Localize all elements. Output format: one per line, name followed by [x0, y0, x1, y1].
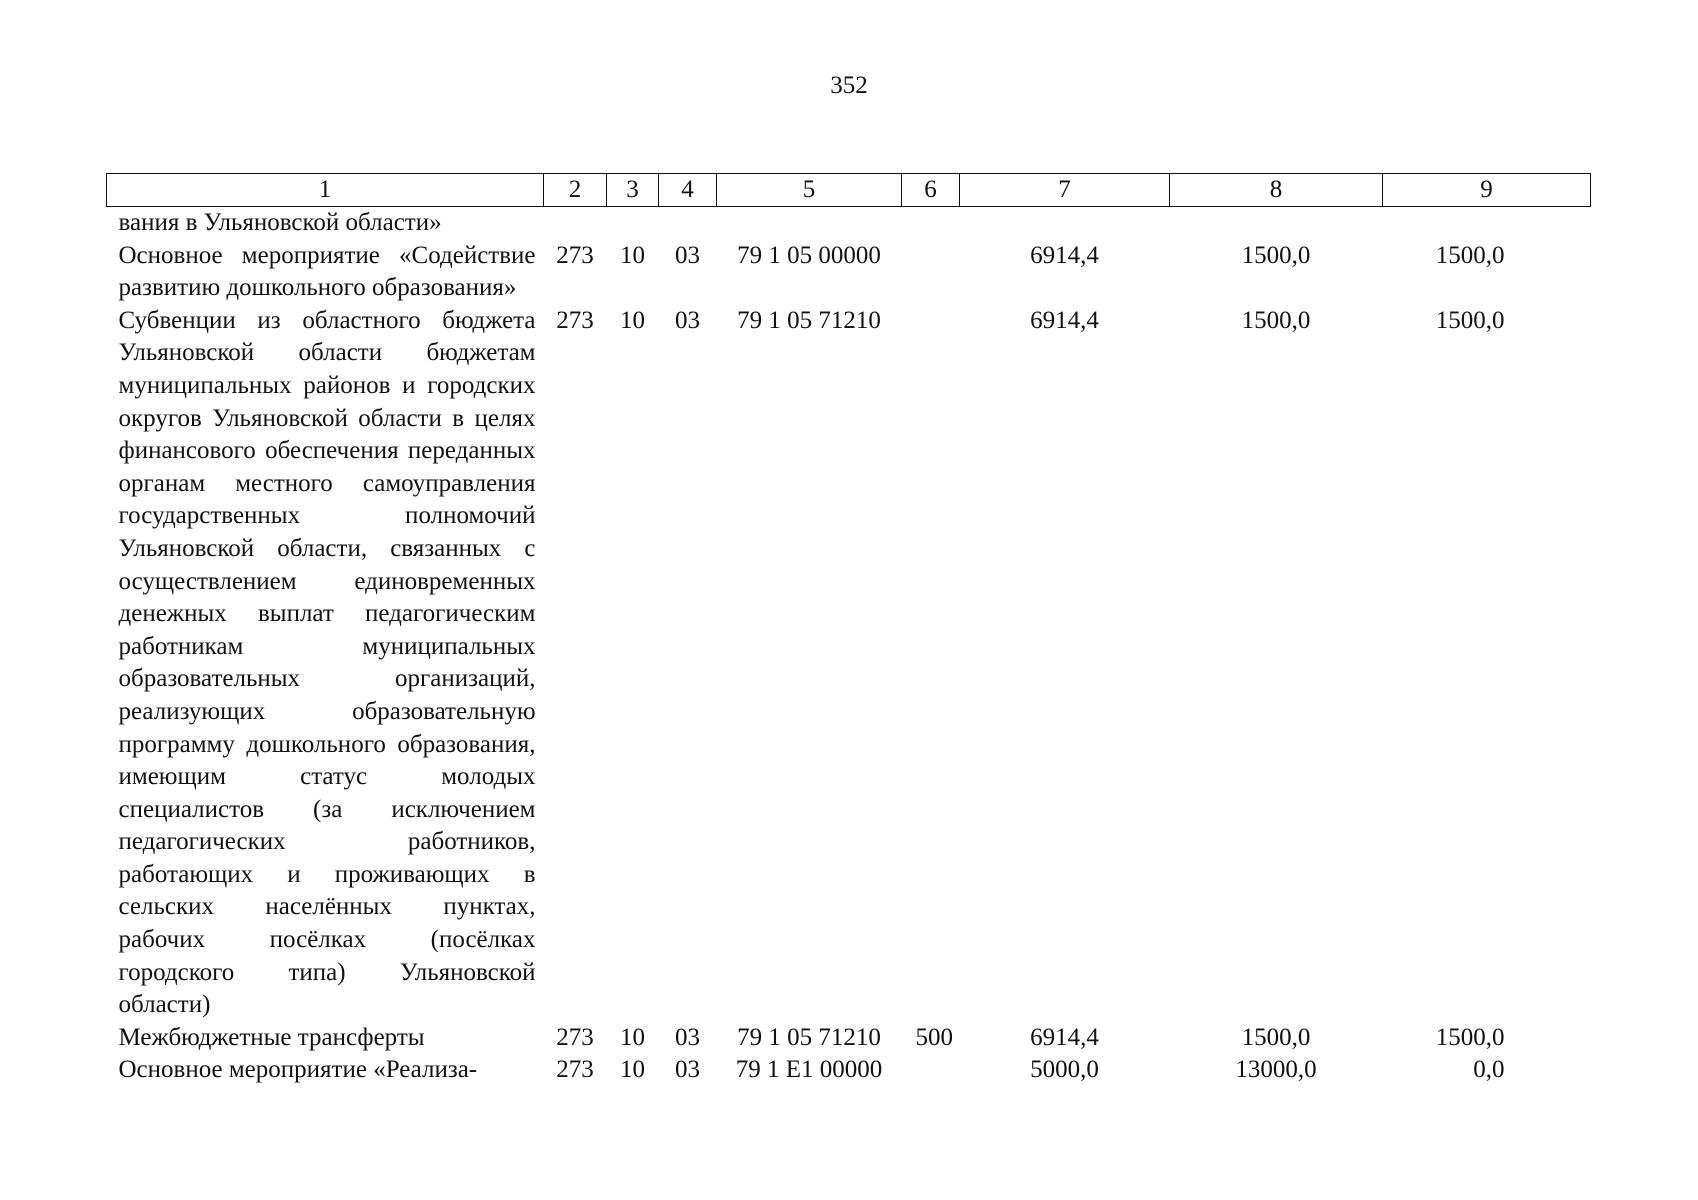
header-col-4: 4	[659, 174, 717, 207]
header-col-1: 1	[107, 174, 544, 207]
row-name: Основное мероприятие «Содействие развитию дошкольного образования»	[118, 241, 536, 302]
row-ministry-code: 273	[556, 1023, 594, 1051]
row-amount-9	[1383, 207, 1591, 240]
row-target-article	[717, 207, 902, 240]
row-amount-8: 1500,0	[1241, 241, 1311, 269]
row-section-code: 10	[620, 241, 645, 269]
row-section-code	[607, 207, 659, 240]
row-name: Межбюджетные трансферты	[118, 1023, 425, 1051]
row-section-code: 10	[620, 1056, 645, 1084]
header-col-7: 7	[960, 174, 1170, 207]
row-target-article: 79 1 05 71210	[737, 1023, 881, 1051]
page-number: 352	[830, 72, 868, 99]
header-row	[107, 174, 1591, 207]
row-name: Основное мероприятие «Реализа-	[118, 1056, 478, 1084]
row-expense-type	[902, 207, 960, 240]
row-ministry-code: 273	[556, 1056, 594, 1084]
row-target-article: 79 1 E1 00000	[735, 1056, 883, 1084]
row-subsection-code: 03	[675, 1056, 700, 1084]
table-row	[107, 1022, 1591, 1055]
row-name: Субвенции из областного бюджета Ульяновской области бюджетам муниципальных районов и городских округов Ульяновской области в целях финансового обеспечения переданных органам местного самоуправления государственных полномочий Ульяновской области, связанных с осуществлением единовременных денежных выплат педагогическим работникам муниципальных образовательных организаций, реализующих образовательную программу дошкольного образования, имеющим статус молодых специалистов (за исключением педагогических работников, работающих и проживающих в сельских населённых пунктах, рабочих посёлках (посёлках городского типа) Ульяновской области)	[118, 306, 536, 1019]
row-expense-type	[902, 1054, 960, 1087]
row-section-code: 10	[620, 1023, 645, 1051]
row-subsection-code: 03	[675, 241, 700, 269]
row-amount-9: 1500,0	[1435, 306, 1505, 334]
header-col-2: 2	[544, 174, 607, 207]
table-body	[107, 207, 1591, 1088]
row-amount-7: 5000,0	[1030, 1056, 1099, 1084]
row-amount-9: 1500,0	[1435, 241, 1505, 269]
row-target-article: 79 1 05 00000	[737, 241, 881, 269]
header-col-3: 3	[607, 174, 659, 207]
row-target-article: 79 1 05 71210	[737, 306, 881, 334]
row-amount-8: 13000,0	[1235, 1056, 1317, 1084]
header-col-8: 8	[1170, 174, 1383, 207]
table-row	[107, 207, 1591, 240]
header-col-5: 5	[717, 174, 902, 207]
header-col-9: 9	[1383, 174, 1591, 207]
row-expense-type	[902, 240, 960, 305]
row-subsection-code	[659, 207, 717, 240]
table-row	[107, 305, 1591, 1022]
row-amount-9: 0,0	[1473, 1056, 1505, 1084]
table-row	[107, 240, 1591, 305]
row-amount-8: 1500,0	[1241, 1023, 1311, 1051]
row-amount-7: 6914,4	[1030, 241, 1099, 269]
row-amount-7: 6914,4	[1030, 1023, 1099, 1051]
row-ministry-code: 273	[556, 241, 594, 269]
budget-table	[106, 173, 1591, 1087]
row-name: вания в Ульяновской области»	[118, 209, 442, 236]
row-amount-8: 1500,0	[1241, 306, 1311, 334]
header-col-6: 6	[902, 174, 960, 207]
row-ministry-code: 273	[556, 306, 594, 334]
row-amount-9: 1500,0	[1435, 1023, 1505, 1051]
row-subsection-code: 03	[675, 1023, 700, 1051]
row-amount-7	[960, 207, 1170, 240]
table-header	[107, 174, 1591, 207]
row-expense-type	[902, 305, 960, 1022]
row-amount-7: 6914,4	[1030, 306, 1099, 334]
row-ministry-code	[544, 207, 607, 240]
row-section-code: 10	[620, 306, 645, 334]
row-amount-8	[1170, 207, 1383, 240]
row-expense-type: 500	[915, 1023, 953, 1051]
table-row	[107, 1054, 1591, 1087]
row-subsection-code: 03	[675, 306, 700, 334]
